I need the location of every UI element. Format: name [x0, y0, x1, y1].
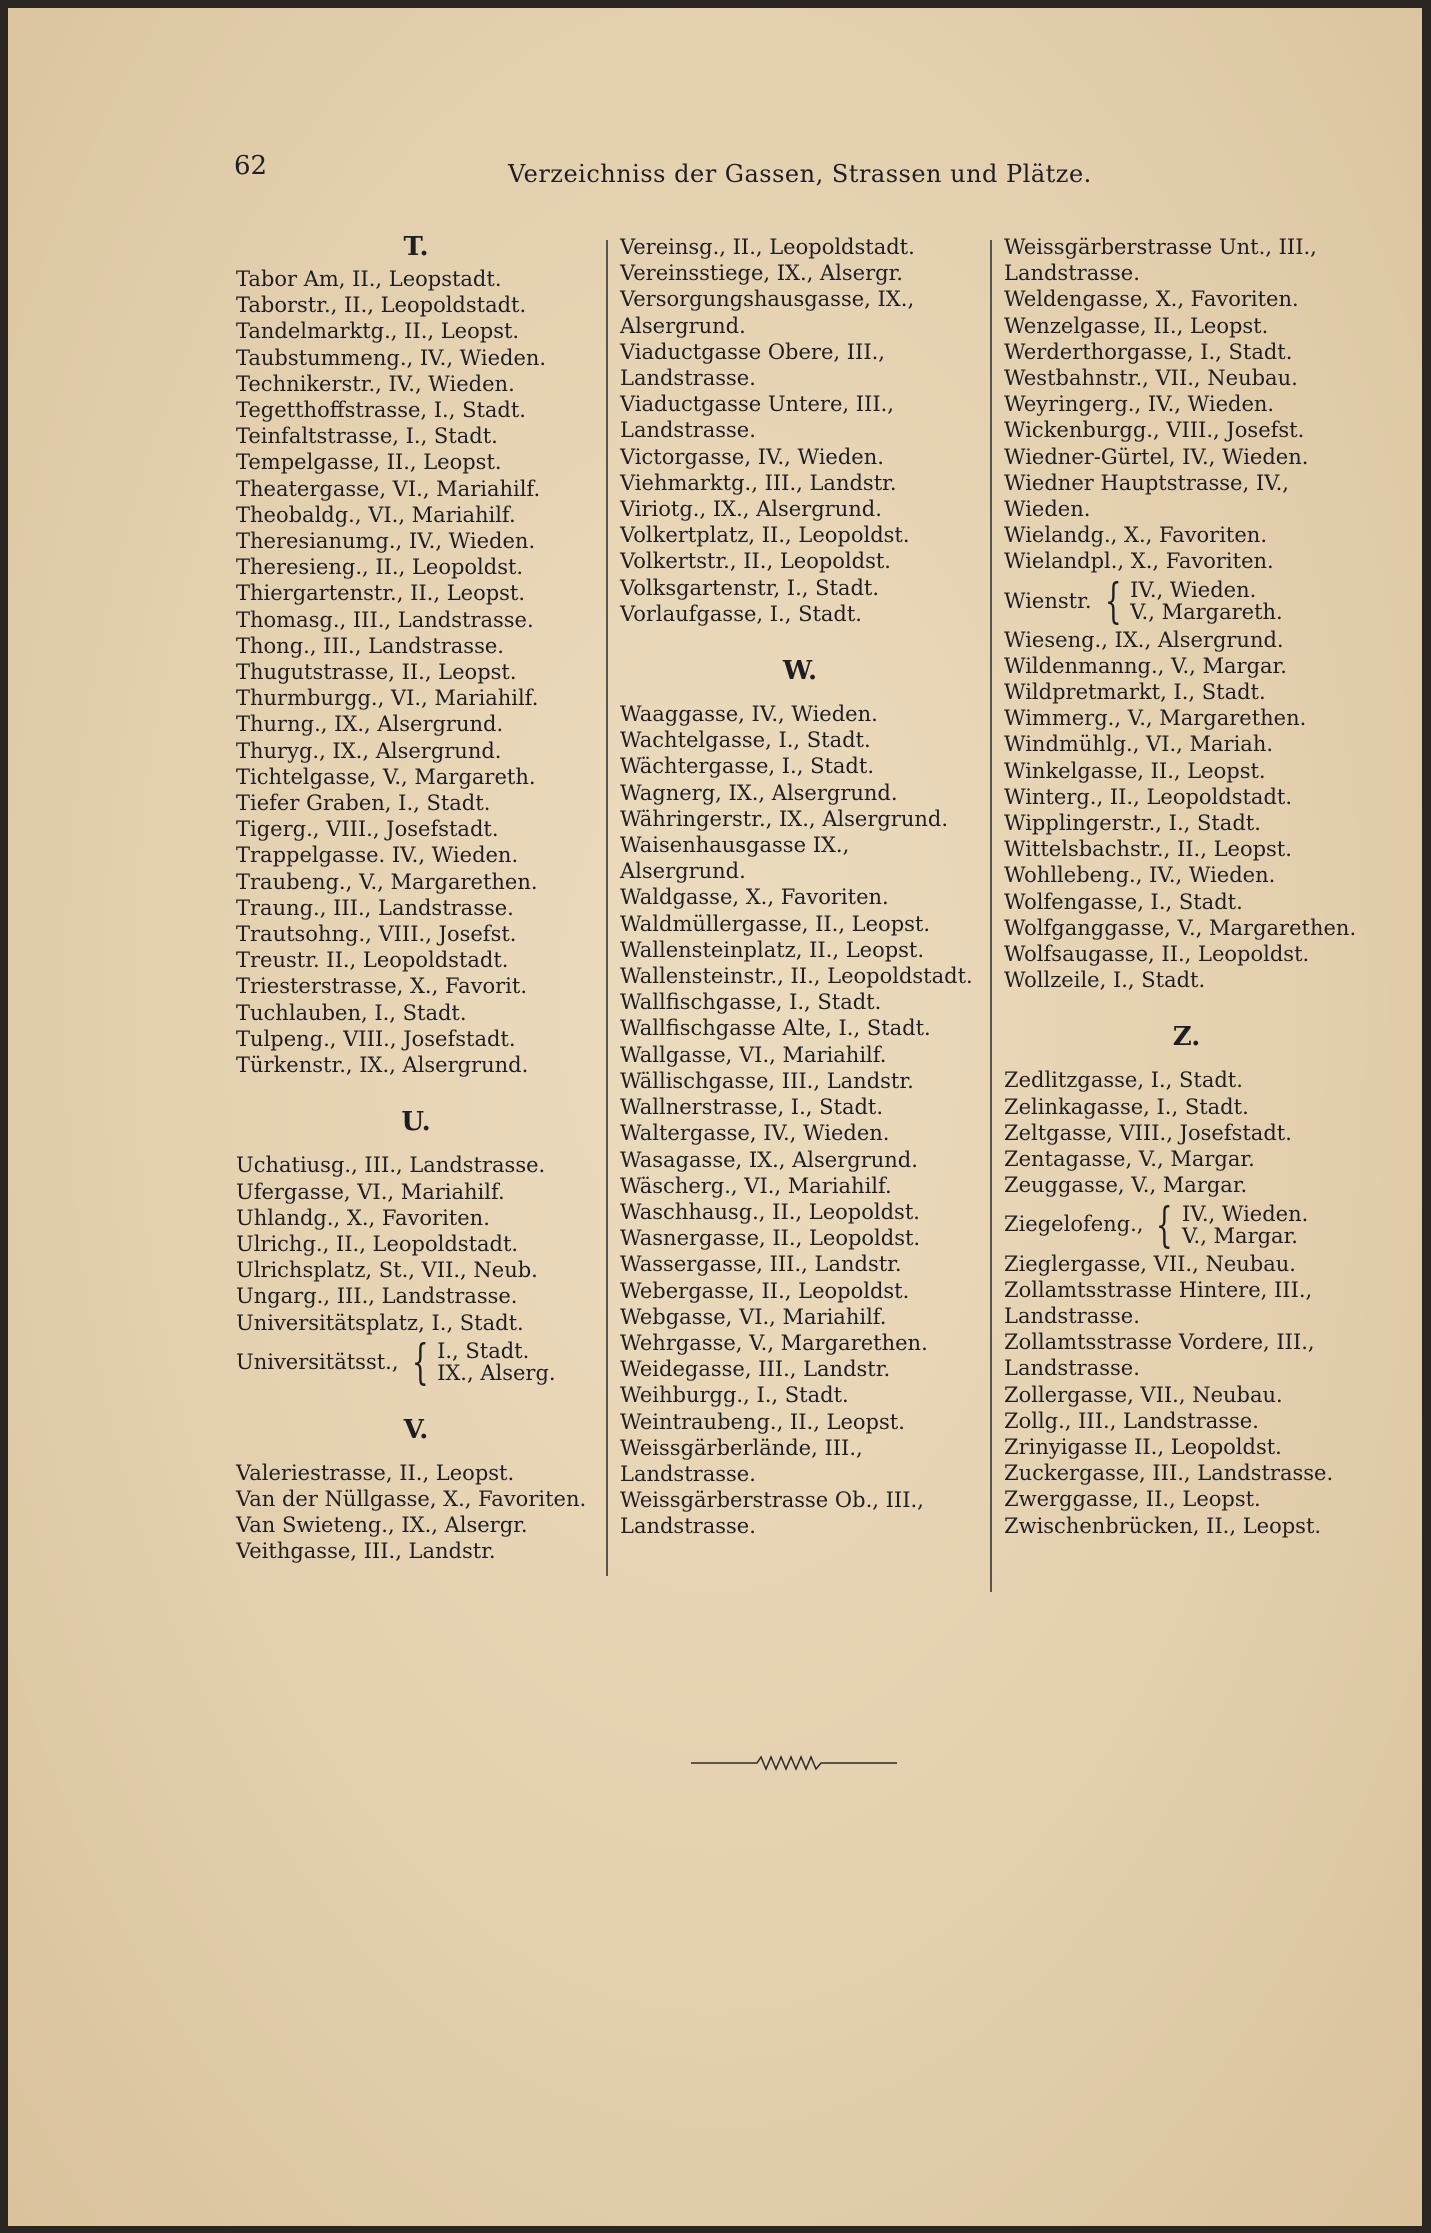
index-entry: Zentagasse, V., Margar. — [1004, 1147, 1255, 1172]
section-letter: W. — [782, 656, 818, 687]
index-entry: Wielandg., X., Favoriten. — [1004, 523, 1268, 548]
brace-option: IX., Alserg. — [437, 1360, 556, 1385]
index-entry: Weissgärberstrasse Unt., III., Landstrasse. — [1004, 235, 1317, 286]
index-entry: Wächtergasse, I., Stadt. — [620, 754, 874, 779]
index-entry: Viaductgasse Obere, III., Landstrasse. — [620, 339, 885, 391]
index-entry: Wohllebeng., IV., Wieden. — [1004, 863, 1276, 888]
brace-entry — [1004, 1196, 1369, 1253]
index-entry: Wallfischgasse, I., Stadt. — [620, 990, 882, 1015]
index-entry: Westbahnstr., VII., Neubau. — [1004, 366, 1298, 391]
index-column-1 — [236, 234, 596, 1565]
index-entry: Taubstummeng., IV., Wieden. — [236, 345, 547, 370]
brace-entry-name: Universitätsst., — [236, 1349, 399, 1374]
index-entry: Zwischenbrücken, II., Leopst. — [1004, 1513, 1322, 1538]
index-entry: Trappelgasse. IV., Wieden. — [236, 843, 519, 868]
index-entry: Thurng., IX., Alsergrund. — [236, 712, 504, 737]
index-entry: Zedlitzgasse, I., Stadt. — [1004, 1068, 1243, 1093]
end-ornament — [691, 1753, 897, 1773]
brace-options — [437, 1340, 556, 1384]
index-entry: Valeriestrasse, II., Leopst. — [236, 1460, 515, 1485]
index-entry: Uhlandg., X., Favoriten. — [236, 1205, 490, 1230]
index-entry: Weissgärberstrasse Ob., III., Landstrasse. — [620, 1488, 924, 1539]
index-entry: Webergasse, II., Leopoldst. — [620, 1278, 910, 1303]
index-entry: Wiedner-Gürtel, IV., Wieden. — [1004, 444, 1309, 469]
brace-option: IV., Wieden. — [1182, 1201, 1309, 1226]
index-entry: Vereinsg., II., Leopoldstadt. — [620, 235, 915, 259]
index-entry: Waisenhausgasse IX., Alsergrund. — [620, 833, 850, 884]
index-entry: Taborstr., II., Leopoldstadt. — [236, 293, 527, 318]
index-entry: Tandelmarktg., II., Leopst. — [236, 319, 520, 344]
index-entry: Zelinkagasse, I., Stadt. — [1004, 1094, 1249, 1119]
index-entry: Thugutstrasse, II., Leopst. — [236, 660, 517, 685]
section-letter: U. — [401, 1107, 431, 1138]
index-entry: Wagnerg, IX., Alsergrund. — [620, 780, 898, 805]
index-entry: Veithgasse, III., Landstr. — [236, 1539, 496, 1564]
index-entry: Wallensteinplatz, II., Leopst. — [620, 937, 925, 962]
index-entry: Weissgärberlände, III., Landstrasse. — [620, 1435, 863, 1486]
index-entry: Wieseng., IX., Alsergrund. — [1004, 627, 1284, 652]
book-page — [8, 8, 1422, 2226]
brace-entry-name: Ziegelofeng., — [1004, 1212, 1144, 1237]
index-entry: Zollamtsstrasse Hintere, III., Landstrasse. — [1004, 1277, 1313, 1328]
brace-option: IV., Wieden. — [1130, 577, 1257, 602]
index-entry: Wimmerg., V., Margarethen. — [1004, 706, 1307, 731]
index-entry: Webgasse, VI., Mariahilf. — [620, 1304, 887, 1329]
index-entry: Victorgasse, IV., Wieden. — [620, 444, 884, 469]
index-entry: Ulrichg., II., Leopoldstadt. — [236, 1231, 519, 1256]
index-entry: Währingerstr., IX., Alsergrund. — [620, 806, 949, 831]
index-entry: Trautsohng., VIII., Josefst. — [236, 922, 517, 947]
index-entry: Theresieng., II., Leopoldst. — [236, 555, 524, 580]
brace-options — [1182, 1203, 1308, 1247]
index-entry: Wickenburgg., VIII., Josefst. — [1004, 418, 1305, 443]
index-entry: Zollergasse, VII., Neubau. — [1004, 1382, 1283, 1407]
index-entry: Zeuggasse, V., Margar. — [1004, 1173, 1248, 1198]
index-entry: Tulpeng., VIII., Josefstadt. — [236, 1026, 516, 1051]
index-entry: Waltergasse, IV., Wieden. — [620, 1121, 890, 1146]
brace-entry-name: Wienstr. — [1004, 588, 1092, 613]
index-entry: Waaggasse, IV., Wieden. — [620, 702, 878, 727]
index-entry: Wolfganggasse, V., Margarethen. — [1004, 915, 1357, 940]
index-entry: Ulrichsplatz, St., VII., Neub. — [236, 1258, 538, 1283]
index-entry: Türkenstr., IX., Alsergrund. — [236, 1053, 529, 1078]
index-entry: Wasnergasse, II., Leopoldst. — [620, 1226, 921, 1251]
index-entry: Tempelgasse, II., Leopst. — [236, 450, 502, 475]
index-entry: Wenzelgasse, II., Leopst. — [1004, 313, 1269, 338]
index-entry: Viehmarktg., III., Landstr. — [620, 470, 897, 495]
index-entry: Waschhausg., II., Leopoldst. — [620, 1199, 920, 1224]
index-entry: Winterg., II., Leopoldstadt. — [1004, 784, 1293, 809]
index-entry: Thuryg., IX., Alsergrund. — [236, 738, 502, 763]
index-entry: Waldmüllergasse, II., Leopst. — [620, 911, 931, 936]
brace-option: I., Stadt. — [437, 1338, 530, 1363]
index-entry: Weldengasse, X., Favoriten. — [1004, 287, 1299, 312]
column-divider-left — [606, 240, 608, 1576]
index-entry: Wildenmanng., V., Margar. — [1004, 653, 1287, 678]
index-entry: Zwerggasse, II., Leopst. — [1004, 1487, 1261, 1512]
brace-glyph: { — [1156, 1196, 1174, 1253]
index-entry: Windmühlg., VI., Mariah. — [1004, 732, 1274, 757]
index-entry: Wasagasse, IX., Alsergrund. — [620, 1147, 918, 1172]
index-entry: Wallnerstrasse, I., Stadt. — [620, 1095, 884, 1120]
index-entry: Thong., III., Landstrasse. — [236, 633, 504, 658]
brace-options — [1130, 579, 1283, 623]
index-entry: Wachtelgasse, I., Stadt. — [620, 728, 871, 753]
index-entry: Wielandpl., X., Favoriten. — [1004, 549, 1274, 574]
index-entry: Van der Nüllgasse, X., Favoriten. — [236, 1486, 587, 1511]
index-entry: Winkelgasse, II., Leopst. — [1004, 758, 1266, 783]
index-entry: Tegetthoffstrasse, I., Stadt. — [236, 398, 526, 423]
index-entry: Zeltgasse, VIII., Josefstadt. — [1004, 1120, 1292, 1145]
brace-glyph: { — [411, 1333, 429, 1390]
index-entry: Wallfischgasse Alte, I., Stadt. — [620, 1016, 931, 1041]
index-entry: Weintraubeng., II., Leopst. — [620, 1409, 905, 1434]
index-entry: Versorgungshausgasse, IX., Alsergrund. — [620, 287, 915, 338]
index-column-2 — [620, 234, 980, 1540]
index-entry: Van Swieteng., IX., Alsergr. — [236, 1513, 528, 1538]
index-entry: Ungarg., III., Landstrasse. — [236, 1284, 518, 1309]
index-entry: Tabor Am, II., Leopstadt. — [236, 267, 502, 291]
index-entry: Weihburgg., I., Stadt. — [620, 1383, 849, 1408]
index-entry: Universitätsplatz, I., Stadt. — [236, 1310, 524, 1335]
column-divider-right — [990, 240, 992, 1592]
index-entry: Weyringerg., IV., Wieden. — [1004, 392, 1275, 417]
index-column-3 — [1004, 234, 1369, 1539]
running-header: Verzeichniss der Gassen, Strassen und Plätze. — [508, 160, 1092, 188]
index-entry: Zollg., III., Landstrasse. — [1004, 1408, 1259, 1433]
index-entry: Viriotg., IX., Alsergrund. — [620, 497, 882, 522]
index-entry: Wildpretmarkt, I., Stadt. — [1004, 680, 1266, 705]
index-entry: Zrinyigasse II., Leopoldst. — [1004, 1434, 1282, 1459]
index-entry: Tiefer Graben, I., Stadt. — [236, 791, 491, 816]
section-letter: T. — [403, 232, 429, 262]
index-entry: Theobaldg., VI., Mariahilf. — [236, 502, 516, 527]
index-entry: Tuchlauben, I., Stadt. — [236, 1000, 467, 1025]
brace-entry — [1004, 572, 1369, 629]
brace-glyph: { — [1104, 572, 1122, 629]
index-entry: Wällischgasse, III., Landstr. — [620, 1068, 914, 1093]
index-entry: Wallgasse, VI., Mariahilf. — [620, 1042, 887, 1067]
index-entry: Wassergasse, III., Landstr. — [620, 1252, 902, 1277]
index-entry: Thomasg., III., Landstrasse. — [236, 607, 534, 632]
brace-entry — [236, 1333, 596, 1390]
index-entry: Volkertplatz, II., Leopoldst. — [620, 523, 910, 548]
index-entry: Wäscherg., VI., Mariahilf. — [620, 1173, 892, 1198]
index-entry: Wehrgasse, V., Margarethen. — [620, 1330, 928, 1355]
index-entry: Teinfaltstrasse, I., Stadt. — [236, 424, 498, 449]
index-entry: Vereinsstiege, IX., Alsergr. — [620, 261, 903, 286]
index-entry: Wolfsaugasse, II., Leopoldst. — [1004, 942, 1310, 967]
index-entry: Wiedner Hauptstrasse, IV., Wieden. — [1004, 470, 1289, 522]
index-entry: Volkertstr., II., Leopoldst. — [620, 549, 891, 574]
index-entry: Wallensteinstr., II., Leopoldstadt. — [620, 964, 973, 989]
index-entry: Treustr. II., Leopoldstadt. — [236, 948, 509, 973]
index-entry: Werderthorgasse, I., Stadt. — [1004, 339, 1293, 364]
index-entry: Volksgartenstr, I., Stadt. — [620, 575, 880, 600]
index-entry: Viaductgasse Untere, III., Landstrasse. — [620, 392, 894, 443]
index-entry: Uchatiusg., III., Landstrasse. — [236, 1153, 546, 1178]
index-entry: Waldgasse, X., Favoriten. — [620, 885, 889, 910]
index-entry: Thiergartenstr., II., Leopst. — [236, 581, 526, 606]
index-entry: Ufergasse, VI., Mariahilf. — [236, 1179, 505, 1204]
index-entry: Tichtelgasse, V., Margareth. — [236, 764, 536, 789]
brace-option: V., Margar. — [1182, 1223, 1298, 1248]
index-entry: Vorlaufgasse, I., Stadt. — [620, 601, 862, 626]
brace-option: V., Margareth. — [1130, 599, 1283, 624]
index-entry: Theresianumg., IV., Wieden. — [236, 529, 536, 554]
index-entry: Wittelsbachstr., II., Leopst. — [1004, 837, 1292, 862]
index-entry: Wipplingerstr., I., Stadt. — [1004, 811, 1261, 836]
page-number: 62 — [234, 151, 268, 181]
index-entry: Traung., III., Landstrasse. — [236, 895, 514, 920]
section-letter: V. — [403, 1414, 429, 1445]
index-entry: Zuckergasse, III., Landstrasse. — [1004, 1461, 1334, 1486]
index-entry: Wollzeile, I., Stadt. — [1004, 968, 1206, 993]
index-entry: Zieglergasse, VII., Neubau. — [1004, 1251, 1296, 1276]
section-letter: Z. — [1172, 1022, 1201, 1053]
index-entry: Zollamtsstrasse Vordere, III., Landstrasse. — [1004, 1330, 1315, 1381]
index-entry: Technikerstr., IV., Wieden. — [236, 371, 515, 396]
index-entry: Triesterstrasse, X., Favorit. — [236, 974, 527, 999]
index-entry: Thurmburgg., VI., Mariahilf. — [236, 686, 539, 711]
index-entry: Traubeng., V., Margarethen. — [236, 869, 538, 894]
index-entry: Wolfengasse, I., Stadt. — [1004, 889, 1243, 914]
index-entry: Tigerg., VIII., Josefstadt. — [236, 817, 499, 842]
index-entry: Weidegasse, III., Landstr. — [620, 1357, 891, 1382]
index-entry: Theatergasse, VI., Mariahilf. — [236, 476, 541, 501]
